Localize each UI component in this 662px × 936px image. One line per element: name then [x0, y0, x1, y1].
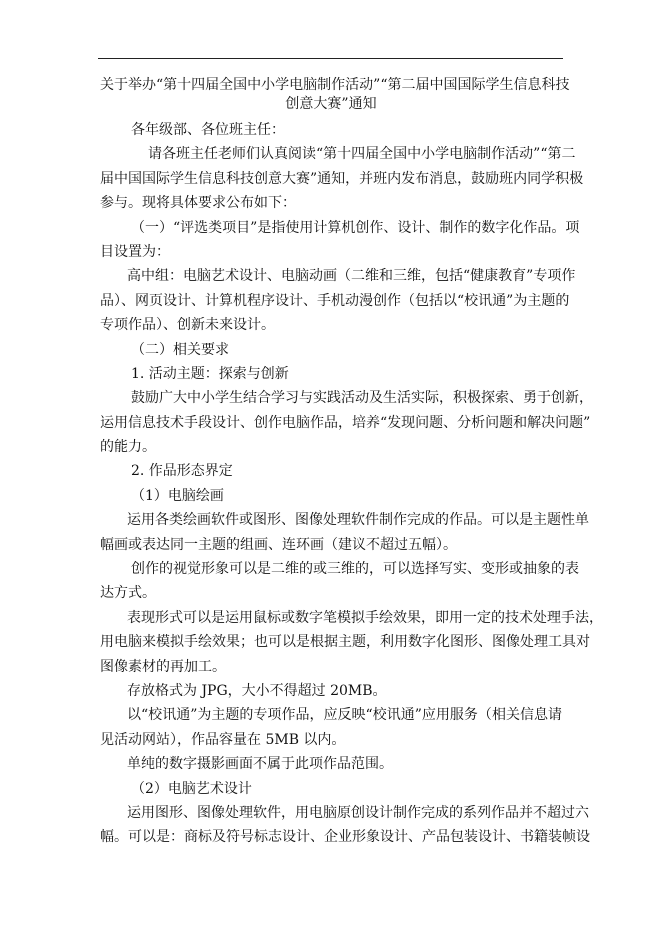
text-line: 高中组：电脑艺术设计、电脑动画（二维和三维，包括“健康教育”专项作 [127, 268, 576, 285]
text-line: 请各班主任老师们认真阅读“第十四届全国中小学电脑制作活动”“第二 [148, 146, 576, 163]
text-line: 图像素材的再加工。 [100, 658, 226, 675]
text-line: 单纯的数字摄影画面不属于此项作品范围。 [127, 756, 393, 773]
header-rule [98, 58, 563, 59]
title-line-1: 关于举办“第十四届全国中小学电脑制作活动”“第二届中国国际学生信息科技 [100, 77, 570, 93]
text-line: 以“校讯通”为主题的专项作品，应反映“校讯通”应用服务（相关信息请 [127, 707, 562, 724]
text-line: 见活动网站），作品容量在 5MB 以内。 [100, 731, 346, 748]
text-line: （1）电脑绘画 [131, 487, 224, 504]
text-line: 专项作品）、创新未来设计。 [100, 317, 275, 334]
document-title [100, 76, 570, 114]
text-line: 2. 作品形态界定 [131, 463, 233, 480]
text-line: 品）、网页设计、计算机程序设计、手机动漫创作（包括以“校讯通”为主题的 [100, 292, 570, 309]
text-line: （一）“评选类项目”是指使用计算机创作、设计、制作的数字化作品。项 [131, 219, 580, 236]
text-line: 运用各类绘画软件或图形、图像处理软件制作完成的作品。可以是主题性单 [127, 512, 589, 529]
text-line: （二）相关要求 [131, 341, 229, 358]
text-line: 各年级部、各位班主任： [131, 122, 285, 138]
document-body [100, 118, 603, 850]
text-line: 运用信息技术手段设计、创作电脑作品，培养“发现问题、分析问题和解决问题” [100, 414, 591, 431]
text-line: 表现形式可以是运用鼠标或数字笔模拟手绘效果，即用一定的技术处理手法， [127, 609, 603, 626]
text-line: 幅。可以是：商标及符号标志设计、企业形象设计、产品包装设计、书籍装帧设 [100, 829, 590, 846]
text-line: 目设置为： [100, 243, 170, 260]
title-line-2: 创意大赛”通知 [285, 96, 377, 112]
text-line: 的能力。 [100, 439, 156, 456]
text-line: 运用图形、图像处理软件，用电脑原创设计制作完成的系列作品并不超过六 [127, 804, 589, 821]
text-line: 鼓励广大中小学生结合学习与实践活动及生活实际，积极探索、勇于创新， [131, 390, 593, 407]
text-line: 参与。现将具体要求公布如下： [100, 195, 296, 212]
text-line: （2）电脑艺术设计 [131, 780, 252, 797]
text-line: 用电脑来模拟手绘效果；也可以是根据主题，利用数字化图形、图像处理工具对 [100, 634, 590, 651]
text-line: 幅画或表达同一主题的组画、连环画（建议不超过五幅）。 [100, 536, 457, 553]
text-line: 达方式。 [100, 585, 156, 602]
text-line: 存放格式为 JPG，大小不得超过 20MB。 [127, 682, 387, 699]
text-line: 创作的视觉形象可以是二维的或三维的，可以选择写实、变形或抽象的表 [131, 561, 579, 578]
text-line: 届中国国际学生信息科技创意大赛”通知，并班内发布消息，鼓励班内同学积极 [100, 170, 584, 187]
text-line: 1. 活动主题：探索与创新 [131, 365, 289, 382]
